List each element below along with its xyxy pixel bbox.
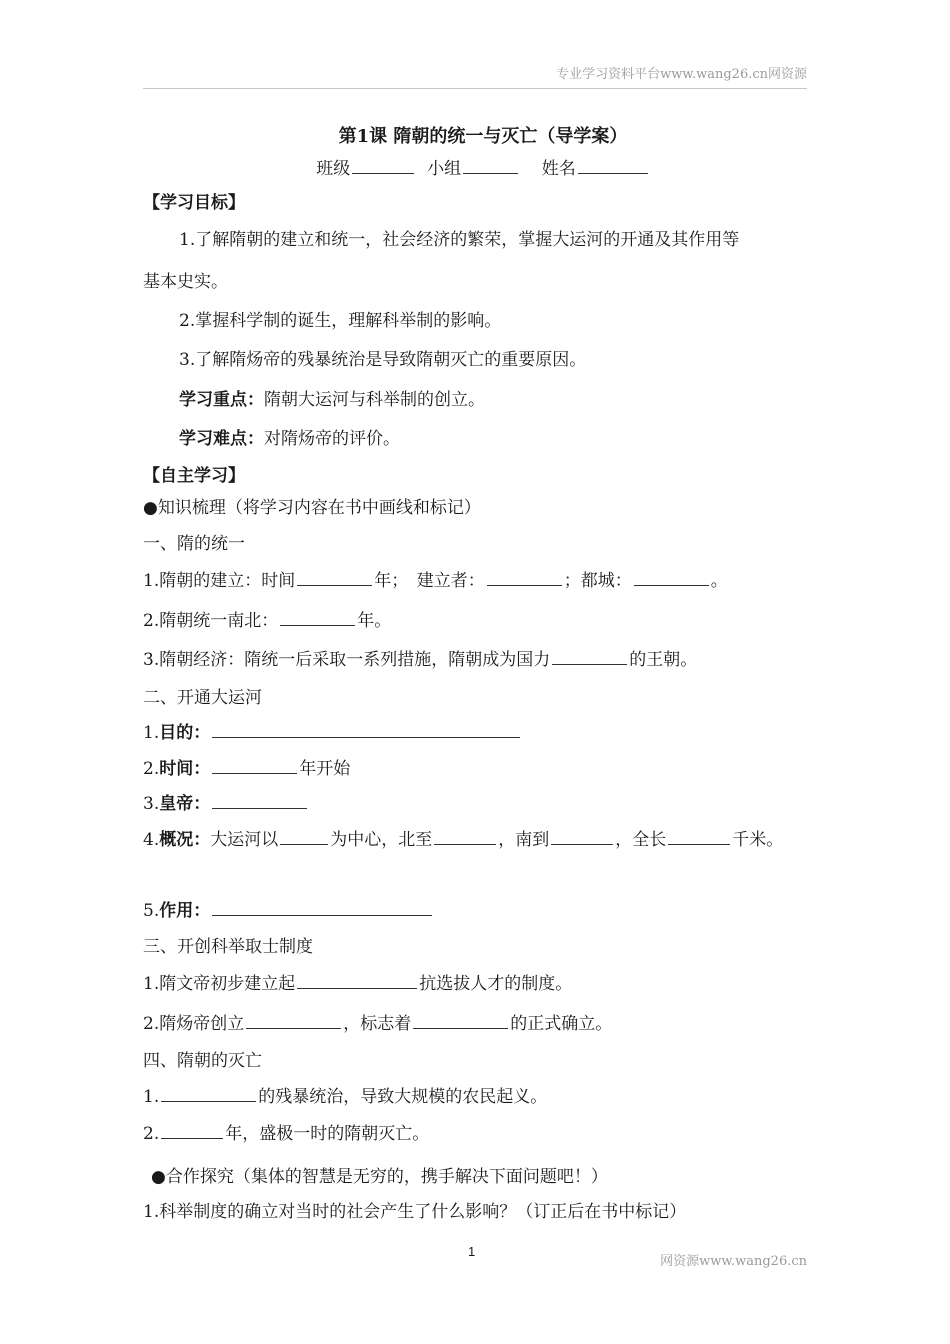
s3-q1-blank[interactable] bbox=[297, 987, 417, 989]
page-title: 第1课 隋朝的统一与灭亡（导学案） bbox=[338, 126, 628, 147]
s4-question-1 bbox=[143, 1080, 823, 1116]
name-label: 姓名 bbox=[541, 159, 576, 179]
s1-question-2 bbox=[143, 602, 823, 642]
s3-q2-blank-1[interactable] bbox=[246, 1027, 341, 1029]
s2-question-1 bbox=[143, 716, 823, 752]
s1-q3-text-a: 3.隋朝经济：隋统一后采取一系列措施，隋朝成为国力 bbox=[143, 650, 551, 670]
header-divider bbox=[143, 88, 807, 89]
s2-q2-num: 2. bbox=[143, 758, 160, 779]
s1-q1-text-c: ；都城： bbox=[563, 571, 632, 591]
class-info-line bbox=[143, 157, 823, 183]
s2-q2-blank[interactable] bbox=[212, 772, 297, 774]
s2-q5-label: 作用： bbox=[159, 901, 211, 921]
difficulty-point bbox=[143, 420, 823, 460]
s2-q1-blank[interactable] bbox=[212, 736, 520, 738]
section-3-title: 三、开创科举取士制度 bbox=[143, 936, 313, 957]
s1-q1-text-d: 。 bbox=[710, 571, 728, 591]
s2-q3-label: 皇帝： bbox=[159, 794, 211, 814]
s2-q1-num: 1. bbox=[143, 723, 160, 743]
s4-q1-text: 的残暴统治，导致大规模的农民起义。 bbox=[258, 1086, 548, 1107]
s2-q4-blank-south[interactable] bbox=[551, 843, 613, 845]
header-source: 专业学习资料平台www.wang26.cn网资源 bbox=[556, 67, 807, 82]
s1-q1-blank-founder[interactable] bbox=[487, 584, 562, 586]
page-number: 1 bbox=[468, 1244, 476, 1259]
s2-q4-num: 4. bbox=[143, 829, 160, 850]
s1-q1-text-a: 1.隋朝的建立：时间 bbox=[143, 571, 296, 591]
s2-q1-label: 目的： bbox=[159, 723, 211, 743]
s2-q5-num: 5. bbox=[143, 901, 160, 921]
coop-question-1: 1.科举制度的确立对当时的社会产生了什么影响？（订正后在书中标记） bbox=[143, 1202, 687, 1222]
s1-q1-text-b: 年； 建立者： bbox=[374, 571, 485, 591]
s2-q4-label: 概况： bbox=[159, 829, 211, 850]
s1-q3-text-b: 的王朝。 bbox=[629, 650, 698, 670]
key-point-label: 学习重点： bbox=[179, 389, 264, 410]
name-blank[interactable] bbox=[578, 172, 648, 174]
worksheet-body bbox=[143, 118, 823, 1231]
key-point-text: 隋朝大运河与科举制的创立。 bbox=[264, 389, 485, 410]
s4-q2-text: 年，盛极一时的隋朝灭亡。 bbox=[225, 1124, 430, 1144]
goal-item-1-cont: 基本史实。 bbox=[143, 271, 228, 292]
s1-q3-blank[interactable] bbox=[552, 663, 627, 665]
s4-question-2 bbox=[143, 1115, 823, 1155]
goal-item-1-text: 1.了解隋朝的建立和统一，社会经济的繁荣，掌握大运河的开通及其作用等 bbox=[179, 230, 740, 250]
s1-q2-text-b: 年。 bbox=[357, 610, 392, 631]
s1-q1-blank-capital[interactable] bbox=[634, 584, 709, 586]
goal-item-1 bbox=[143, 218, 823, 261]
difficulty-text: 对隋炀帝的评价。 bbox=[264, 429, 400, 449]
s3-q2-text-a: 2.隋炀帝创立 bbox=[143, 1013, 245, 1034]
s2-q3-blank[interactable] bbox=[212, 807, 307, 809]
goals-heading: 【学习目标】 bbox=[143, 192, 245, 213]
s3-question-1 bbox=[143, 965, 823, 1005]
section-4-title: 四、隋朝的灭亡 bbox=[143, 1051, 262, 1071]
difficulty-label: 学习难点： bbox=[179, 429, 264, 449]
footer-source: 网资源www.wang26.cn bbox=[660, 1254, 807, 1269]
s3-q2-text-c: 的正式确立。 bbox=[510, 1013, 613, 1034]
coop-heading: ●合作探究（集体的智慧是无穷的，携手解决下面问题吧！） bbox=[151, 1166, 608, 1187]
s2-q2-after: 年开始 bbox=[299, 758, 351, 779]
s4-q2-blank[interactable] bbox=[161, 1137, 223, 1139]
s3-q2-text-b: ，标志着 bbox=[343, 1013, 412, 1034]
s1-q2-blank[interactable] bbox=[280, 624, 355, 626]
s2-q4-blank-center[interactable] bbox=[280, 843, 328, 845]
s2-q4-text-a: 大运河以 bbox=[210, 829, 279, 850]
section-1-title: 一、隋的统一 bbox=[143, 533, 245, 554]
s3-question-2 bbox=[143, 1005, 823, 1045]
goal-item-3: 3.了解隋炀帝的残暴统治是导致隋朝灭亡的重要原因。 bbox=[179, 350, 587, 370]
s2-q4-text-d: ，全长 bbox=[615, 829, 667, 850]
s4-q2-num: 2. bbox=[143, 1124, 160, 1144]
page-header bbox=[0, 0, 950, 90]
s4-q1-num: 1. bbox=[143, 1086, 160, 1107]
s1-q1-blank-time[interactable] bbox=[297, 584, 372, 586]
s1-question-3 bbox=[143, 641, 823, 681]
s2-q4-text-e: 千米。 bbox=[732, 829, 784, 850]
spacer bbox=[143, 858, 823, 894]
s2-q2-label: 时间： bbox=[159, 758, 211, 779]
s2-question-5 bbox=[143, 894, 823, 930]
s2-q4-text-c: ，南到 bbox=[498, 829, 550, 850]
s2-q4-blank-north[interactable] bbox=[434, 843, 496, 845]
s2-question-3 bbox=[143, 787, 823, 823]
s2-question-2 bbox=[143, 752, 823, 788]
s2-question-4 bbox=[143, 823, 823, 859]
class-blank[interactable] bbox=[352, 172, 414, 174]
section-2-title: 二、开通大运河 bbox=[143, 687, 262, 708]
class-label: 班级 bbox=[316, 159, 351, 179]
s2-q4-text-b: 为中心，北至 bbox=[330, 829, 433, 850]
group-label: 小组 bbox=[427, 159, 462, 179]
s2-q3-num: 3. bbox=[143, 794, 160, 814]
key-point bbox=[143, 381, 823, 421]
s2-q4-blank-length[interactable] bbox=[668, 843, 730, 845]
s4-q1-blank[interactable] bbox=[161, 1100, 256, 1102]
s2-q5-blank[interactable] bbox=[212, 914, 432, 916]
s3-q1-text-a: 1.隋文帝初步建立起 bbox=[143, 974, 296, 994]
knowledge-intro: ●知识梳理（将学习内容在书中画线和标记） bbox=[143, 498, 481, 518]
s3-q2-blank-2[interactable] bbox=[413, 1027, 508, 1029]
goal-item-2: 2.掌握科学制的诞生，理解科举制的影响。 bbox=[179, 310, 502, 331]
s3-q1-text-b: 抗选拔人才的制度。 bbox=[419, 974, 573, 994]
self-study-heading: 【自主学习】 bbox=[143, 465, 245, 486]
s1-question-1 bbox=[143, 562, 823, 602]
s1-q2-text-a: 2.隋朝统一南北： bbox=[143, 610, 279, 631]
group-blank[interactable] bbox=[463, 172, 518, 174]
